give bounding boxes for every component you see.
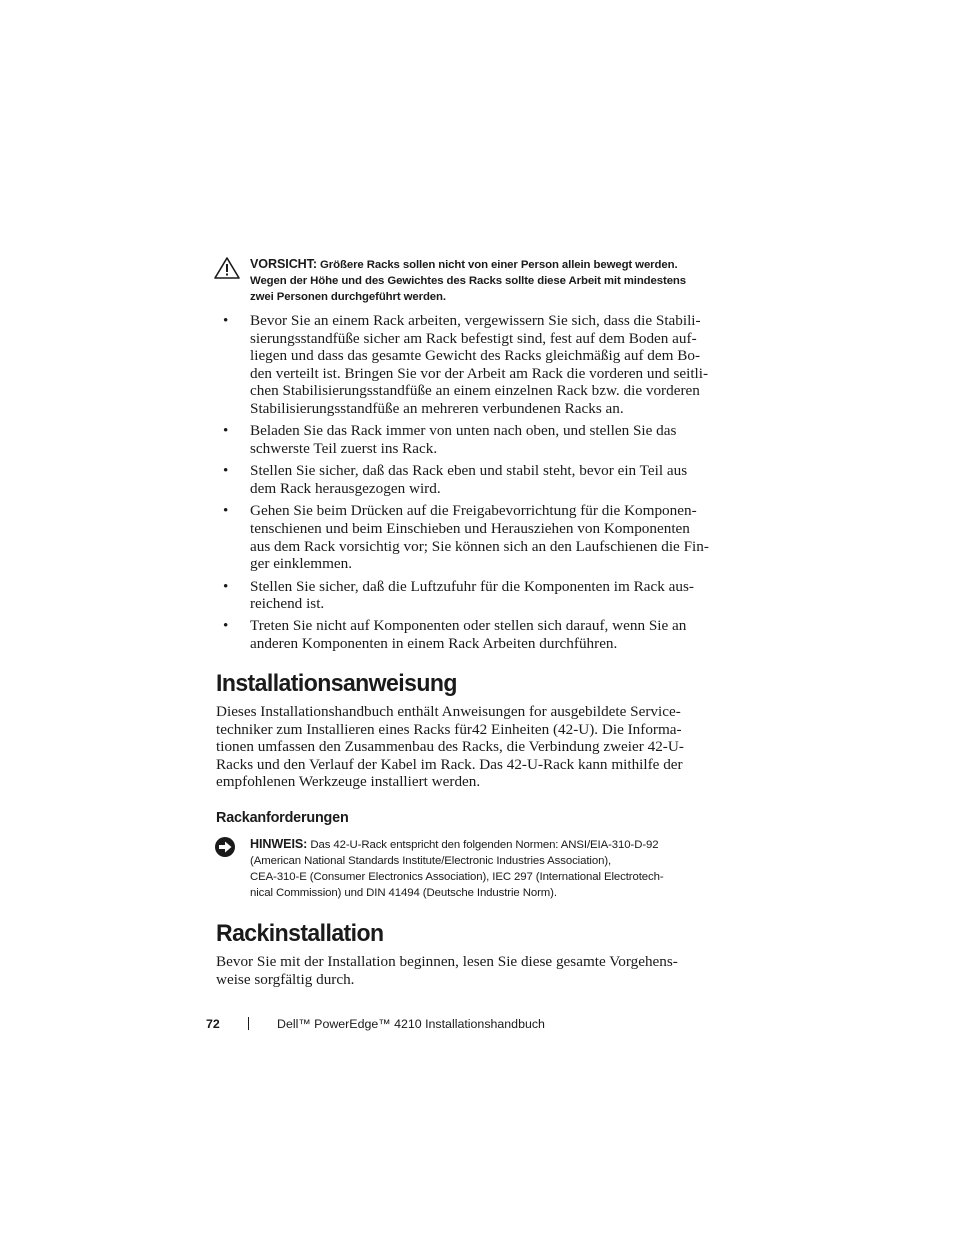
caution-notice [216, 256, 720, 305]
bullet-icon: • [223, 577, 229, 595]
safety-bullet-list [216, 312, 720, 657]
page-number: 72 [206, 1017, 220, 1031]
bullet-icon: • [223, 617, 229, 635]
caution-label: VORSICHT: [250, 257, 317, 271]
note-notice [216, 836, 720, 901]
bullet-icon: • [223, 312, 229, 329]
section-heading-rackinstallation: Rackinstallation [216, 920, 384, 947]
section-heading-installationsanweisung: Installationsanweisung [216, 670, 457, 697]
section-paragraph: Bevor Sie mit der Installation beginnen, lesen Sie diese gesamte Vorgehens- weise sorgfältig durch. [216, 953, 678, 988]
note-text-line: nical Commission) und DIN 41494 (Deutsche Industrie Norm). [250, 887, 557, 899]
note-label: HINWEIS: [250, 837, 308, 851]
section-paragraph: Dieses Installationshandbuch enthält Anweisungen for ausgebildete Service- techniker zum Installieren eines Racks für42 Einheiten (42-U). Die Informa- tionen umfassen den Zusammenbau des Racks, die Verbindung zweier 42-U- Racks und den Verlauf der Kabel im Rack. Das 42-U-Rack kann mithilfe der empfohlenen Werkzeuge installiert werden. [216, 703, 684, 791]
caution-text-line: Wegen der Höhe und des Gewichtes des Racks sollte diese Arbeit mit mindestens [250, 275, 687, 287]
note-text-line: Das 42-U-Rack entspricht den folgenden Normen: ANSI/EIA-310-D-92 [307, 839, 659, 851]
bullet-icon: • [223, 502, 229, 520]
list-item: • Beladen Sie das Rack immer von unten nach oben, und stellen Sie das schwerste Teil zuerst ins Rack. [223, 422, 677, 457]
list-item: • Stellen Sie sicher, daß das Rack eben und stabil steht, bevor ein Teil aus dem Rack herausgezogen wird. [223, 462, 688, 497]
bullet-icon: • [223, 422, 229, 440]
footer-divider [248, 1017, 249, 1030]
subsection-heading-rackanforderungen: Rackanforderungen [216, 810, 349, 826]
note-text-line: (American National Standards Institute/Electronic Industries Association), [250, 855, 612, 867]
notice-arrow-icon [213, 836, 239, 863]
caution-text-line: Größere Racks sollen nicht von einer Person allein bewegt werden. [316, 259, 678, 271]
warning-triangle-icon [213, 256, 241, 285]
footer-title: Dell™ PowerEdge™ 4210 Installationshandbuch [277, 1017, 545, 1031]
list-item: • Treten Sie nicht auf Komponenten oder stellen sich darauf, wenn Sie an anderen Komponenten in einem Rack Arbeiten durchführen. [223, 617, 687, 653]
list-item: • Bevor Sie an einem Rack arbeiten, vergewissern Sie sich, dass die Stabili- sierungsstandfüße sicher am Rack befestigt sind, fest auf dem Boden auf- liegen und dass das gesamte Gewicht des Racks gleichmäßig auf dem Bo- den verteilt ist. Bringen Sie vor der Arbeit am Rack die vorderen und seitli- chen Stabilisierungsstandfüße an einem einzelnen Rack bzw. die vorderen Stabilisierungsstandfüße an mehreren verbundenen Racks an. [223, 312, 709, 417]
list-item: • Stellen Sie sicher, daß die Luftzufuhr für die Komponenten im Rack aus- reichend ist. [223, 577, 694, 613]
note-text-line: CEA-310-E (Consumer Electronics Association), IEC 297 (International Electrotech- [250, 871, 664, 883]
list-item: • Gehen Sie beim Drücken auf die Freigabevorrichtung für die Komponen- tenschienen und beim Einschieben und Herausziehen von Komponenten aus dem Rack vorsichtig vor; Sie können sich an den Laufschienen die Fin- ger einklemmen. [223, 502, 709, 573]
caution-text-line: zwei Personen durchgeführt werden. [250, 291, 446, 303]
bullet-icon: • [223, 462, 229, 480]
